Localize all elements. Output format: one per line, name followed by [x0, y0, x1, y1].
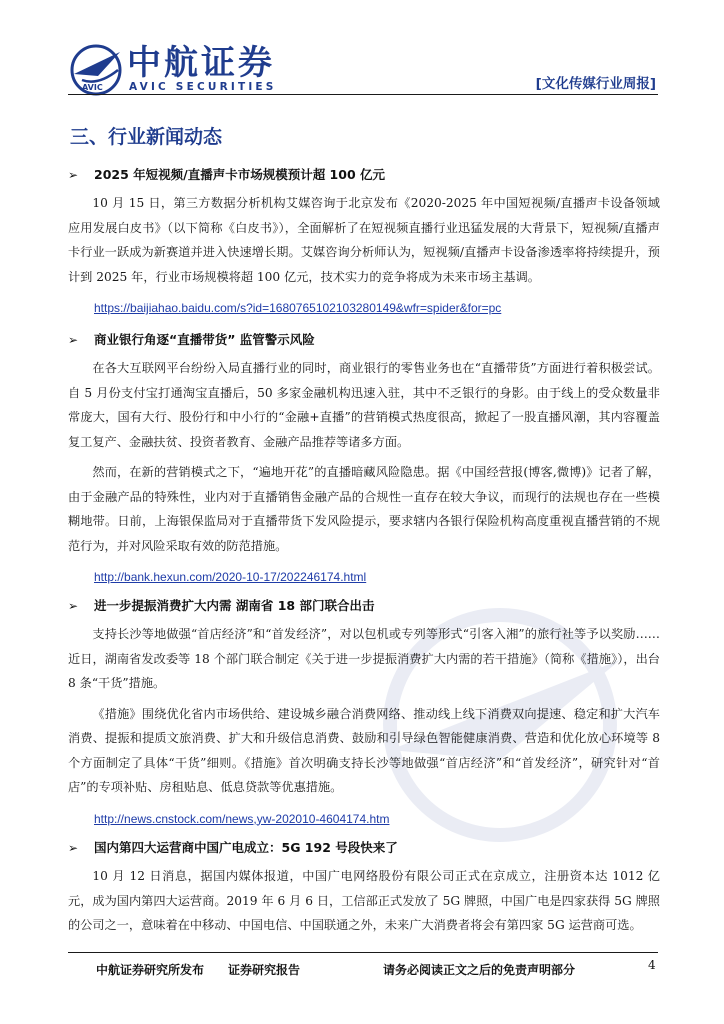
news-item [68, 330, 660, 585]
news-title-text: 商业银行角逐“直播带货” 监管警示风险 [94, 332, 315, 347]
news-title [68, 838, 660, 858]
footer-divider [68, 952, 658, 953]
news-paragraph: 在各大互联网平台纷纷入局直播行业的同时，商业银行的零售业务也在“直播带货”方面进行着积极尝试。自 5 月份支付宝打通淘宝直播后，50 多家金融机构迅速入驻，其中不乏银行的身影。由于线上的受众数量非常庞大，国有大行、股份行和中小行的“金融+直播”的营销模式热度很高，掀起了一股直播风潮，其内容覆盖复工复产、金融扶贫、投资者教育、金融产品推荐等诸多方面。 [68, 361, 660, 449]
news-paragraph: 10 月 12 日消息，据国内媒体报道，中国广电网络股份有限公司正式在京成立，注册资本达 1012 亿元，成为国内第四大运营商。2019 年 6 月 6 日，工信部正式发放了 5G 牌照，中国广电是四家获得 5G 牌照的公司之一，意味着在中移动、中国电信、中国联通之外，未来广大消费者将会有第四家 5G 运营商可选。 [68, 869, 660, 932]
arrow-bullet-icon: ➢ [68, 168, 79, 182]
news-paragraph: 然而，在新的营销模式之下，“遍地开花”的直播暗藏风险隐患。据《中国经营报(博客,微博)》记者了解，由于金融产品的特殊性，业内对于直播销售金融产品的合规性一直存在较大争议，而现行的法规也存在一些模糊地带。日前，上海银保监局对于直播带货下发风险提示，要求辖内各银行保险机构高度重视直播营销的不规范行为，并对风险采取有效的防范措施。 [68, 465, 660, 553]
section-title: 三、行业新闻动态 [70, 126, 223, 148]
news-paragraph: 《措施》围绕优化省内市场供给、建设城乡融合消费网络、推动线上线下消费双向提速、稳定和扩大汽车消费、提振和提质文旅消费、扩大和升级信息消费、鼓励和引导绿色智能健康消费、营造和优化放心环境等 8 个方面制定了具体“干货”细则。《措施》首次明确支持长沙等地做强“首店经济”和“首发经济”，研究针对“首店”的专项补贴、房租贴息、低息贷款等优惠措施。 [68, 706, 660, 794]
news-title-text: 国内第四大运营商中国广电成立：5G 192 号段快来了 [94, 840, 398, 855]
news-paragraph: 10 月 15 日，第三方数据分析机构艾媒咨询于北京发布《2020-2025 年中国短视频/直播声卡设备领域应用发展白皮书》（以下简称《白皮书》），全面解析了在短视频直播行业迅猛发展的大背景下，短视频/直播声卡行业一跃成为新赛道并进入快速增长期。艾媒咨询分析师认为，短视频/直播声卡设备渗透率将持续提升，预计到 2025 年，行业市场规模将超 100 亿元，技术实力的竞争将成为未来市场主基调。 [68, 196, 660, 284]
news-title [68, 165, 660, 185]
news-source-link[interactable]: https://baijiahao.baidu.com/s?id=1680765102103280149&wfr=spider&for=pc [94, 301, 502, 315]
arrow-bullet-icon: ➢ [68, 841, 79, 855]
footer-disclaimer: 请务必阅读正文之后的免责声明部分 [383, 963, 576, 977]
news-item [68, 596, 660, 827]
news-title [68, 596, 660, 616]
news-source-link[interactable]: http://bank.hexun.com/2020-10-17/202246174.html [94, 570, 367, 584]
news-item [68, 165, 660, 316]
brand-name-en: AVIC SECURITIES [129, 81, 277, 93]
news-paragraph: 支持长沙等地做强“首店经济”和“首发经济”，对以包机或专列等形式“引客入湘”的旅行社等予以奖励……近日，湖南省发改委等 18 个部门联合制定《关于进一步提振消费扩大内需的若干措施》（简称《措施》），出台 8 条“干货”措施。 [68, 627, 660, 690]
report-type-tag: [文化传媒行业周报] [535, 76, 656, 92]
news-title-text: 进一步提振消费扩大内需 湖南省 18 部门联合出击 [94, 598, 375, 613]
news-title-text: 2025 年短视频/直播声卡市场规模预计超 100 亿元 [94, 167, 386, 182]
news-title [68, 330, 660, 350]
logo-text: AVIC [82, 83, 103, 92]
avic-plane-logo-icon [68, 40, 128, 96]
news-source-link[interactable]: http://news.cnstock.com/news,yw-202010-4604174.htm [94, 811, 390, 826]
header-divider [68, 94, 658, 95]
news-item [68, 838, 660, 938]
arrow-bullet-icon: ➢ [68, 333, 79, 347]
page-number: 4 [648, 958, 656, 972]
footer-publisher: 中航证券研究所发布 证券研究报告 [96, 963, 301, 977]
arrow-bullet-icon: ➢ [68, 599, 79, 613]
brand-name-cn: 中航证券 [127, 43, 275, 83]
